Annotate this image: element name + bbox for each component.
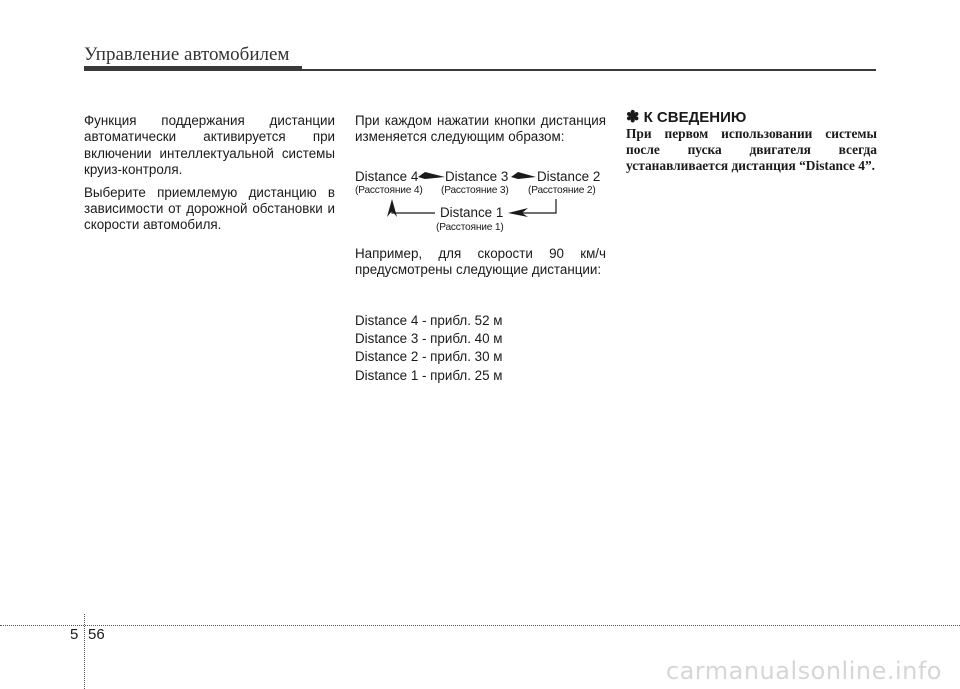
header-rule-thick xyxy=(84,66,302,71)
page-header-title: Управление автомобилем xyxy=(84,44,290,65)
note-body: При первом использовании системы после пуска двигателя всегда устанавливается дистанция “Distance 4”. xyxy=(626,126,877,173)
list-item: Distance 4 - прибл. 52 м xyxy=(355,313,503,328)
note-star-icon: ✽ xyxy=(626,109,640,126)
column-2-example xyxy=(355,246,606,279)
distance-3-label: Distance 3 xyxy=(445,169,509,184)
connector-line-left xyxy=(392,202,435,213)
distance-4-label: Distance 4 xyxy=(355,169,419,184)
arrow-1-to-4 xyxy=(387,199,397,217)
column-1 xyxy=(84,113,335,234)
note-title-text: К СВЕДЕНИЮ xyxy=(643,109,747,126)
section-number: 5 xyxy=(70,626,79,643)
watermark: carmanualsonline.info xyxy=(665,657,942,685)
note-title xyxy=(626,110,877,126)
distance-2-label: Distance 2 xyxy=(537,169,601,184)
paragraph-auto-activation: Функция поддержания дистанции автоматически активируется при включении интеллектуальной системы круиз-контроля. xyxy=(84,113,335,178)
distance-cycle-diagram xyxy=(355,165,607,237)
list-item: Distance 3 - прибл. 40 м xyxy=(355,331,503,347)
page-number: 56 xyxy=(88,626,105,643)
arrow-3-to-2 xyxy=(511,172,536,179)
distance-list xyxy=(355,312,606,384)
paragraph-button-press: При каждом нажатии кнопки дистанция изменяется следующим образом: xyxy=(355,113,606,145)
arrow-4-to-3 xyxy=(418,172,445,179)
distance-1-sublabel: (Расстояние 1) xyxy=(436,222,504,233)
header-rule-thin xyxy=(302,69,876,71)
distance-2-sublabel: (Расстояние 2) xyxy=(528,185,596,196)
list-item: Distance 2 - прибл. 30 м xyxy=(355,349,503,365)
paragraph-select-distance: Выберите приемлемую дистанцию в зависимости от дорожной обстановки и скорости автомобиля. xyxy=(84,184,335,233)
distance-1-label: Distance 1 xyxy=(440,205,504,220)
distance-3-sublabel: (Расстояние 3) xyxy=(441,185,509,196)
note-box xyxy=(626,110,877,174)
distance-4-sublabel: (Расстояние 4) xyxy=(355,185,423,196)
list-item: Distance 1 - прибл. 25 м xyxy=(355,367,503,383)
column-2-intro xyxy=(355,113,606,146)
footer-horizontal-line xyxy=(0,625,960,626)
paragraph-example: Например, для скорости 90 км/ч предусмотрены следующие дистанции: xyxy=(355,246,606,278)
